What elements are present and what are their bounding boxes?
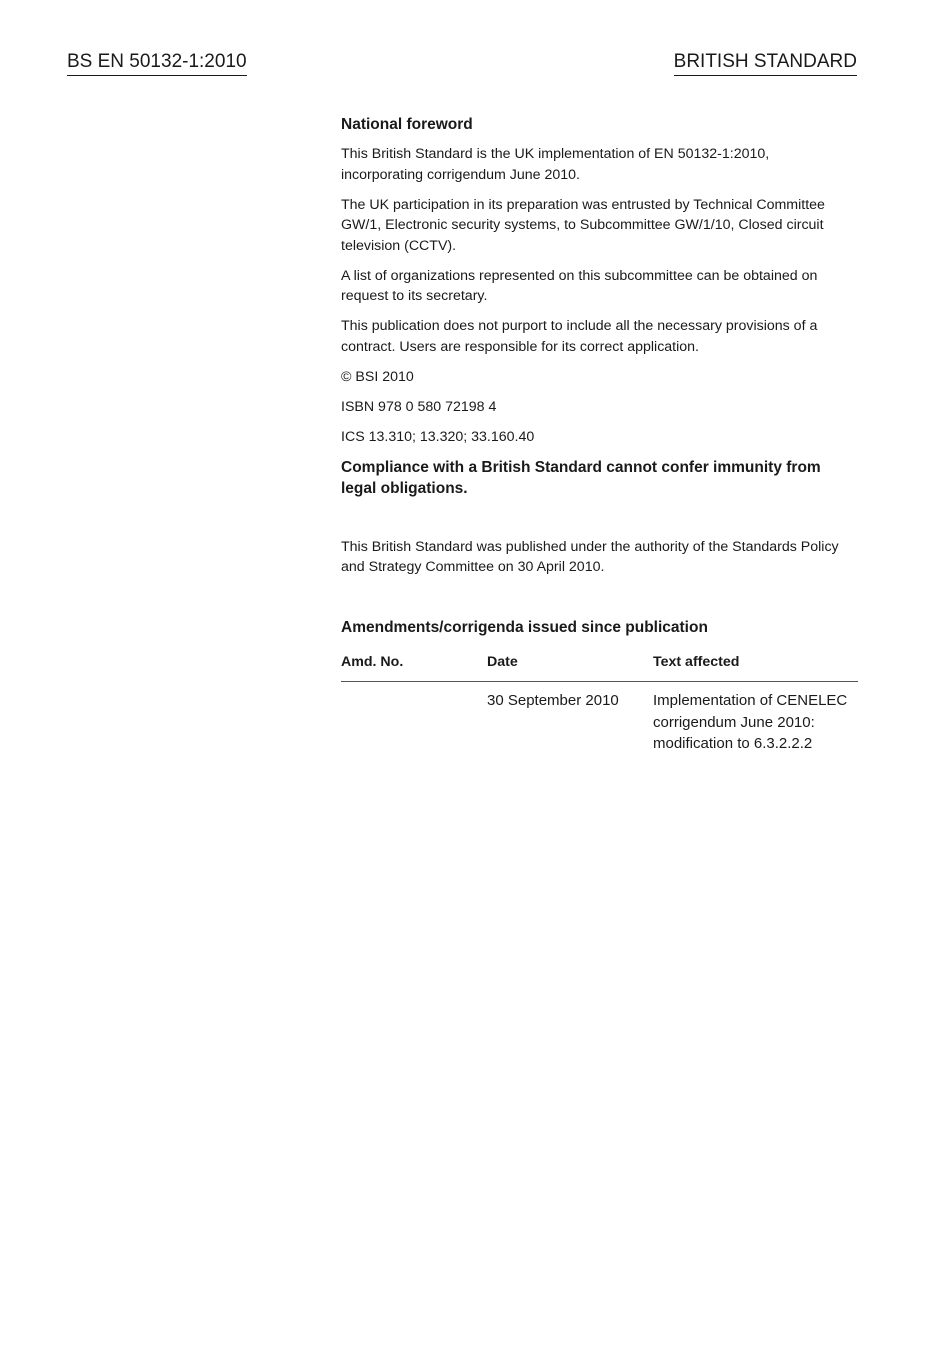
foreword-paragraph-implementation: This British Standard is the UK implementation of EN 50132-1:2010, incorporating corrigendum June 2010. bbox=[341, 146, 770, 183]
amendments-table bbox=[341, 650, 858, 755]
document-id: BS EN 50132-1:2010 bbox=[67, 50, 247, 76]
cell-date: 30 September 2010 bbox=[487, 692, 619, 709]
ics-line: ICS 13.310; 13.320; 33.160.40 bbox=[341, 428, 535, 445]
foreword-paragraph-organizations: A list of organizations represented on this subcommittee can be obtained on request to its secretary. bbox=[341, 267, 818, 304]
main-content bbox=[341, 114, 858, 755]
authority-statement: This British Standard was published under the authority of the Standards Policy and Strategy Committee on 30 April 2010. bbox=[341, 538, 839, 575]
column-header-text-affected: Text affected bbox=[653, 650, 858, 682]
column-header-amd-no: Amd. No. bbox=[341, 650, 487, 682]
document-type: BRITISH STANDARD bbox=[674, 50, 857, 76]
table-row bbox=[341, 682, 858, 755]
copyright-line: © BSI 2010 bbox=[341, 368, 414, 385]
compliance-statement: Compliance with a British Standard cannot confer immunity from legal obligations. bbox=[341, 458, 821, 497]
cell-amd-no bbox=[341, 682, 487, 755]
foreword-paragraph-participation: The UK participation in its preparation was entrusted by Technical Committee GW/1, Electronic security systems, to Subcommittee GW/1/10, Closed circuit television (CCTV). bbox=[341, 196, 825, 254]
amendments-title: Amendments/corrigenda issued since publication bbox=[341, 618, 708, 636]
foreword-paragraph-provisions: This publication does not purport to include all the necessary provisions of a contract. Users are responsible for its correct application. bbox=[341, 318, 818, 355]
amendments-header-row bbox=[341, 650, 858, 682]
cell-text-affected: Implementation of CENELEC corrigendum June 2010: modification to 6.3.2.2.2 bbox=[653, 692, 848, 752]
foreword-title: National foreword bbox=[341, 116, 473, 133]
column-header-date: Date bbox=[487, 650, 653, 682]
isbn-line: ISBN 978 0 580 72198 4 bbox=[341, 398, 497, 415]
